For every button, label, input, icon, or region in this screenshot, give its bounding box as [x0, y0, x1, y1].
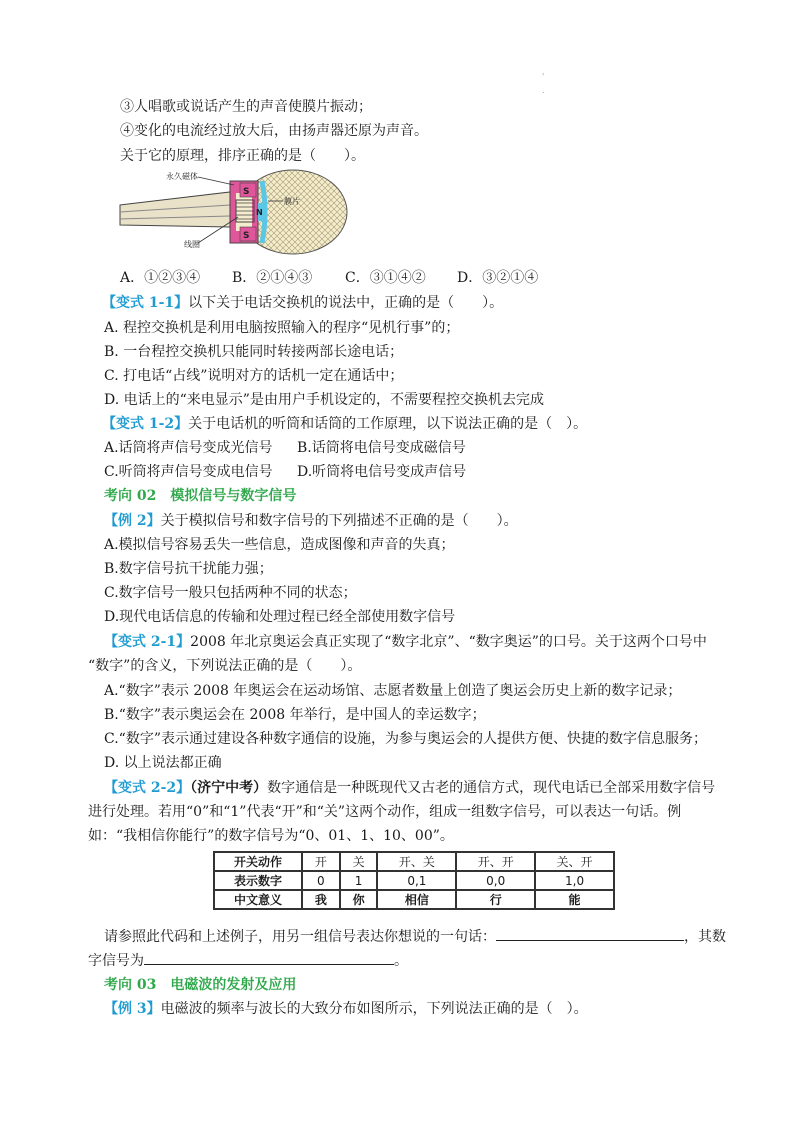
table-cell: 1,0 — [535, 871, 614, 890]
table-cell: 相信 — [377, 890, 456, 909]
corner-mark: ' — [542, 72, 545, 81]
example-3-label: 【例 3】 — [104, 1001, 161, 1017]
table-cell: 行 — [456, 890, 535, 909]
section-02-heading: 考向 02 模拟信号与数字信号 — [104, 488, 297, 504]
fill-in-mid: ，其数 — [684, 929, 726, 945]
pole-s-bottom: S — [243, 231, 250, 241]
table-cell: 我 — [302, 890, 340, 909]
microphone-figure — [118, 167, 358, 257]
fill-in-prefix: 请参照此代码和上述例子，用另一组信号表达你想说的一句话： — [104, 929, 496, 945]
variant-1-2-option-a: A.话筒将声信号变成光信号 — [104, 440, 273, 456]
row-header: 中文意义 — [214, 890, 302, 909]
table-row — [214, 890, 614, 909]
example-3-text: 电磁波的频率与波长的大致分布如图所示，下列说法正确的是（ ）。 — [160, 1001, 588, 1017]
variant-1-2-option-b: B.话筒将电信号变成磁信号 — [297, 440, 466, 456]
variant-2-1-option-a: A.“数字”表示 2008 年奥运会在运动场馆、志愿者数量上创造了奥运会历史上新的数字记录； — [104, 683, 682, 699]
variant-2-1-label: 【变式 2-1】 — [104, 634, 191, 650]
variant-2-2-text-cont2: 如：“我相信你能行”的数字信号为“0、01、1、10、00”。 — [88, 828, 454, 844]
section-03-heading: 考向 03 电磁波的发射及应用 — [104, 977, 297, 993]
table-cell: 关、开 — [535, 852, 614, 871]
variant-2-1-text-cont: “数字”的含义，下列说法正确的是（ ）。 — [88, 658, 362, 674]
option-c: C．③①④② — [345, 270, 426, 286]
label-magnet: 永久磁体 — [166, 172, 198, 181]
variant-1-2-label: 【变式 1-2】 — [102, 416, 189, 432]
variant-2-1-option-d: D. 以上说法都正确 — [104, 755, 222, 771]
variant-1-2-text: 关于电话机的听筒和话筒的工作原理，以下说法正确的是（ ）。 — [188, 416, 588, 432]
variant-1-2-option-d: D.听筒将电信号变成声信号 — [297, 464, 467, 480]
example-3-heading — [104, 999, 588, 1019]
option-b: B．②①④③ — [232, 270, 313, 286]
table-cell: 开、开 — [456, 852, 535, 871]
fill-in-suffix-2: 。 — [394, 953, 408, 969]
table-cell: 开 — [302, 852, 340, 871]
table-row — [214, 871, 614, 890]
variant-1-1-option-c: C. 打电话“占线”说明对方的话机一定在通话中； — [104, 368, 404, 384]
table-cell: 0,0 — [456, 871, 535, 890]
option-d: D．③②①④ — [457, 270, 539, 286]
variant-1-1-label: 【变式 1-1】 — [102, 295, 189, 311]
fill-in-line-1 — [104, 926, 726, 947]
variant-1-1-heading — [102, 293, 503, 313]
table-cell: 关 — [340, 852, 378, 871]
variant-1-1-option-d: D. 电话上的“来电显示”是由用户手机设定的，不需要程控交换机去完成 — [104, 392, 544, 408]
variant-2-2-label: 【变式 2-2】 — [104, 780, 191, 796]
variant-2-2-source: （济宁中考） — [190, 780, 268, 796]
table-cell: 1 — [340, 871, 378, 890]
label-coil: 线圈 — [184, 240, 200, 249]
variant-2-1-text: 2008 年北京奥运会真正实现了“数字北京”、“数字奥运”的口号。关于这两个口号中 — [190, 634, 707, 650]
variant-2-2-heading — [104, 778, 715, 798]
table-row — [214, 852, 614, 871]
table-cell: 0 — [302, 871, 340, 890]
variant-1-1-option-b: B. 一台程控交换机只能同时转接两部长途电话； — [104, 344, 404, 360]
question-text: 关于它的原理，排序正确的是（ ）。 — [120, 148, 365, 164]
variant-1-1-text: 以下关于电话交换机的说法中，正确的是（ ）。 — [188, 295, 504, 311]
example-2-option-c: C.数字信号一般只包括两种不同的状态； — [104, 585, 357, 601]
answer-blank-signal[interactable] — [144, 950, 394, 965]
signal-code-table — [213, 851, 615, 910]
row-header: 表示数字 — [214, 871, 302, 890]
variant-2-1-option-b: B.“数字”表示奥运会在 2008 年举行，是中国人的幸运数字； — [104, 707, 486, 723]
example-2-text: 关于模拟信号和数字信号的下列描述不正确的是（ ）。 — [160, 513, 518, 529]
variant-1-1-option-a: A. 程控交换机是利用电脑按照输入的程序“见机行事”的； — [104, 320, 460, 336]
variant-2-2-text: 数字通信是一种既现代又古老的通信方式，现代电话已全部采用数字信号 — [267, 780, 716, 796]
fill-in-line-2 — [88, 950, 408, 971]
example-2-heading — [104, 511, 518, 531]
option-a: A．①②③④ — [120, 270, 201, 286]
example-2-option-a: A.模拟信号容易丢失一些信息，造成图像和声音的失真； — [104, 537, 455, 553]
fill-in-prefix-2: 字信号为 — [88, 953, 144, 969]
table-cell: 你 — [340, 890, 378, 909]
label-membrane: 膜片 — [284, 197, 300, 206]
pole-n: N — [256, 208, 263, 217]
corner-mark: . — [542, 86, 545, 95]
variant-1-2-option-c: C.听筒将声信号变成电信号 — [104, 464, 273, 480]
step-3-text: ③人唱歌或说话产生的声音使膜片振动； — [120, 99, 372, 115]
example-2-option-b: B.数字信号抗干扰能力强； — [104, 561, 273, 577]
example-2-option-d: D.现代电话信息的传输和处理过程已经全部使用数字信号 — [104, 609, 456, 625]
variant-2-1-option-c: C.“数字”表示通过建设各种数字通信的设施，为参与奥运会的人提供方便、快捷的数字信息服务； — [104, 731, 707, 747]
variant-2-2-text-cont: 进行处理。若用“0”和“1”代表“开”和“关”这两个动作，组成一组数字信号，可以表达一句话。例 — [88, 804, 682, 820]
table-cell: 开、关 — [377, 852, 456, 871]
example-2-label: 【例 2】 — [104, 513, 161, 529]
answer-blank-sentence[interactable] — [496, 926, 684, 941]
variant-2-1-heading — [104, 632, 707, 652]
variant-1-2-heading — [102, 414, 587, 434]
table-cell: 能 — [535, 890, 614, 909]
pole-s-top: S — [243, 187, 250, 197]
step-4-text: ④变化的电流经过放大后，由扬声器还原为声音。 — [120, 123, 428, 139]
row-header: 开关动作 — [214, 852, 302, 871]
table-cell: 0,1 — [377, 871, 456, 890]
